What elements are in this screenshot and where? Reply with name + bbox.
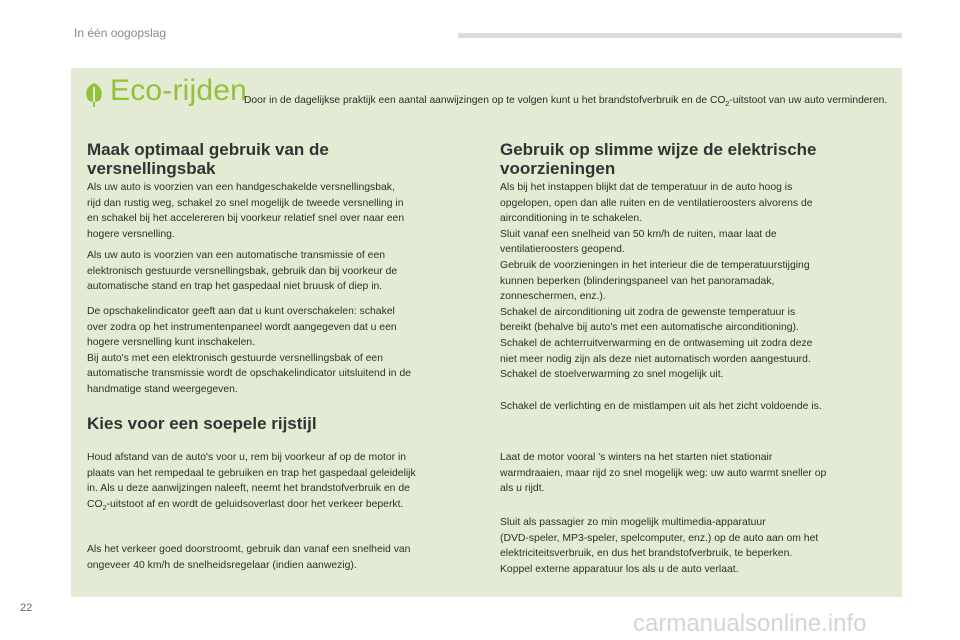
text-line: Sluit als passagier zo min mogelijk multimedia-apparatuur	[500, 517, 766, 528]
left-para-2	[87, 248, 397, 295]
text-line: airconditioning in te schakelen.	[500, 213, 643, 225]
intro-text-pre: Door in de dagelijkse praktijk een aantal aanwijzingen op te volgen kunt u het brandstofverbruik en de CO	[244, 95, 726, 106]
text-line: Schakel de achterruitverwarming en de ontwaseming uit zodra deze	[500, 337, 813, 349]
left-para-4	[87, 450, 416, 512]
text-line: Bij auto's met een elektronisch gestuurde versnellingsbak of een	[87, 352, 383, 364]
text-line: en schakel bij het accelereren bij voorkeur relatief snel over naar een	[87, 213, 405, 225]
heading-line: Maak optimaal gebruik van de	[87, 140, 329, 159]
text-line: (DVD-speler, MP3-speler, spelcomputer, enz.) op de auto aan om het	[500, 532, 819, 544]
text-line: automatische transmissie wordt de opschakelindicator uitsluitend in de	[87, 368, 412, 380]
text-line: elektriciteitsverbruik, en dus het brandstofverbruik, te beperken.	[500, 548, 793, 560]
text-line: rijd dan rustig weg, schakel zo snel mogelijk de tweede versnelling in	[87, 197, 404, 209]
text-line: opgelopen, open dan alle ruiten en de ventilatieroosters alvorens de	[500, 197, 813, 209]
text-line: hogere versnelling kunt inschakelen.	[87, 337, 256, 349]
section-title: In één oogopslag	[74, 26, 167, 40]
co2-pre: CO	[87, 498, 103, 510]
watermark: carmanualsonline.info	[633, 610, 867, 637]
text-line: Schakel de stoelverwarming zo snel mogelijk uit.	[500, 369, 724, 381]
text-line: in. Als u deze aanwijzingen naleeft, neemt het brandstofverbruik en de	[87, 483, 410, 495]
text-line: ongeveer 40 km/h de snelheidsregelaar (indien aanwezig).	[87, 559, 357, 571]
text-line: Gebruik de voorzieningen in het interieur die de temperatuurstijging	[500, 259, 810, 271]
text-line: warmdraaien, maar rijd zo snel mogelijk weg: uw auto warmt sneller op	[500, 467, 827, 479]
heading-line: voorzieningen	[500, 159, 616, 178]
heading-smooth-driving-wrap	[87, 414, 317, 433]
text-line	[87, 497, 416, 513]
text-line: Als het verkeer goed doorstroomt, gebruik dan vanaf een snelheid van	[87, 544, 411, 555]
heading-gearbox	[87, 140, 482, 178]
text-line: handmatige stand weergegeven.	[87, 383, 238, 395]
right-column	[500, 140, 895, 178]
text-line: De opschakelindicator geeft aan dat u kunt overschakelen: schakel	[87, 306, 395, 317]
text-line: plaats van het rempedaal te gebruiken en trap het gaspedaal geleidelijk	[87, 467, 416, 479]
text-line: Schakel de verlichting en de mistlampen uit als het zicht voldoende is.	[500, 401, 822, 412]
heading-line: versnellingsbak	[87, 159, 216, 178]
left-column	[87, 140, 482, 178]
text-line: elektronisch gestuurde versnellingsbak, gebruik dan bij voorkeur de	[87, 265, 398, 277]
right-para-3	[500, 450, 826, 497]
text-line: niet meer nodig zijn als deze niet automatisch worden aangestuurd.	[500, 353, 811, 365]
left-para-5	[87, 542, 410, 573]
heading-line: Gebruik op slimme wijze de elektrische	[500, 140, 817, 159]
co2-sub: 2	[102, 504, 107, 512]
right-para-2	[500, 399, 822, 415]
right-para-1	[500, 180, 813, 383]
text-line: als u rijdt.	[500, 483, 545, 495]
eco-intro	[244, 95, 894, 108]
text-line: Laat de motor vooral 's winters na het starten niet stationair	[500, 452, 773, 463]
text-line: Als uw auto is voorzien van een handgeschakelde versnellingsbak,	[87, 182, 395, 193]
text-line: Houd afstand van de auto's voor u, rem bij voorkeur af op de motor in	[87, 452, 407, 463]
text-line: ventilatieroosters geopend.	[500, 244, 625, 256]
text-line: bereikt (behalve bij auto's met een automatische airconditioning).	[500, 322, 799, 334]
text-line: Als bij het instappen blijkt dat de temperatuur in de auto hoog is	[500, 182, 793, 193]
text-line: zonneschermen, enz.).	[500, 291, 606, 303]
text-line: Schakel de airconditioning uit zodra de gewenste temperatuur is	[500, 306, 796, 318]
intro-text-post: -uitstoot van uw auto verminderen.	[729, 95, 888, 106]
left-para-3	[87, 304, 411, 398]
right-para-4	[500, 515, 818, 577]
text-line: Sluit vanaf een snelheid van 50 km/h de ruiten, maar laat de	[500, 228, 777, 240]
text-line: Als uw auto is voorzien van een automatische transmissie of een	[87, 250, 386, 261]
text-line: automatische stand en trap het gaspedaal niet bruusk of diep in.	[87, 281, 383, 293]
text-line: over zodra op het instrumentenpaneel wordt aangegeven dat u een	[87, 321, 397, 333]
left-para-1	[87, 180, 404, 242]
text-line: kunnen beperken (blinderingspaneel van het panoramadak,	[500, 275, 775, 287]
co2-post: -uitstoot af en wordt de geluidsoverlast door het verkeer beperkt.	[106, 498, 404, 510]
text-line: hogere versnelling.	[87, 228, 175, 240]
header-divider	[458, 33, 902, 38]
intro-text-sub: 2	[725, 101, 730, 109]
heading-electrical	[500, 140, 895, 178]
heading-smooth-driving: Kies voor een soepele rijstijl	[87, 414, 317, 433]
text-line: Koppel externe apparatuur los als u de auto verlaat.	[500, 563, 739, 575]
leaf-icon	[84, 82, 104, 108]
eco-title: Eco-rijden	[110, 74, 248, 107]
page-number: 22	[20, 602, 33, 614]
